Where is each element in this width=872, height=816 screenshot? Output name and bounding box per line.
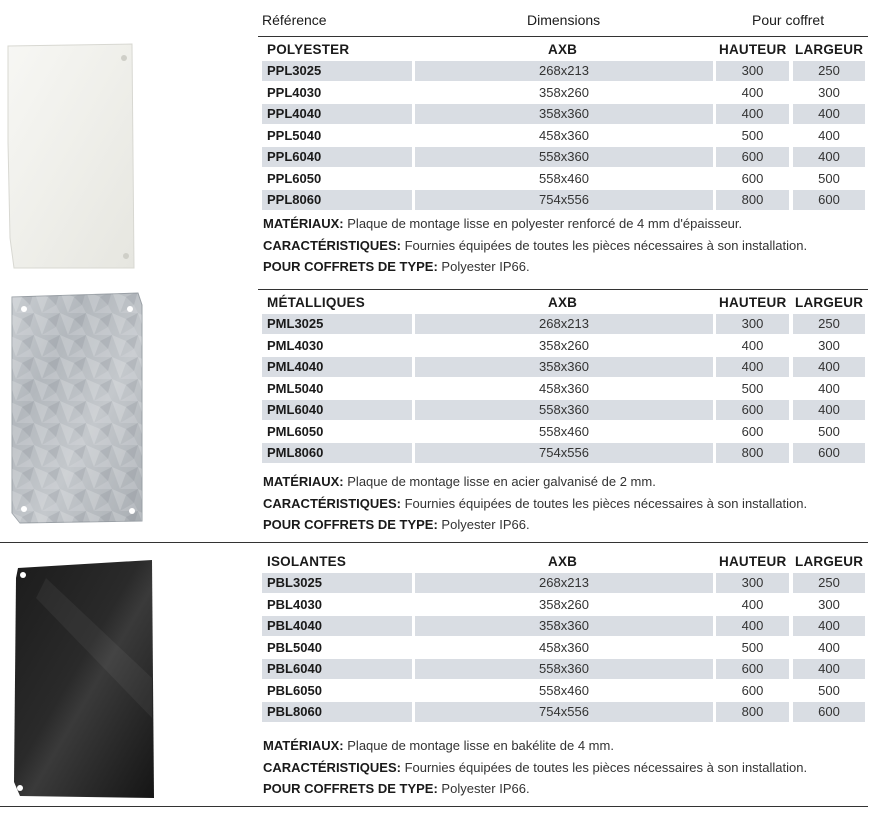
reference-cell: PML6040 <box>262 400 412 420</box>
hauteur-cell: 600 <box>741 170 764 186</box>
type-value: Polyester IP66. <box>441 517 530 532</box>
largeur-cell: 250 <box>793 314 865 334</box>
hauteur-cell: 800 <box>716 702 789 722</box>
hauteur-cell: 400 <box>716 104 789 124</box>
section-isolantes <box>0 542 872 804</box>
table-row <box>258 658 868 680</box>
dimension-cell: 458x360 <box>539 639 589 655</box>
table-row <box>258 313 868 335</box>
hauteur-cell: 400 <box>741 596 764 612</box>
table-row <box>258 356 868 378</box>
header-pour-coffret: Pour coffret <box>752 12 825 28</box>
metal-plate-image <box>8 291 148 532</box>
type-value: Polyester IP66. <box>441 259 530 274</box>
section-metalliques <box>0 289 872 537</box>
type-label: POUR COFFRETS DE TYPE: <box>263 259 438 274</box>
type-value: Polyester IP66. <box>441 781 530 796</box>
axb-label: AXB <box>548 42 578 57</box>
dimension-cell: 754x556 <box>415 190 713 210</box>
section-polyester <box>0 36 872 276</box>
header-dimensions: Dimensions <box>527 12 601 28</box>
hauteur-cell: 800 <box>716 190 789 210</box>
hauteur-cell: 400 <box>741 337 764 353</box>
reference-cell: PML8060 <box>262 443 412 463</box>
section-divider <box>258 36 868 37</box>
materiaux-note <box>263 213 872 235</box>
hauteur-cell: 600 <box>716 659 789 679</box>
type-label: POUR COFFRETS DE TYPE: <box>263 781 438 796</box>
reference-cell: PML4030 <box>267 337 324 353</box>
type-label: POUR COFFRETS DE TYPE: <box>263 517 438 532</box>
largeur-cell: 400 <box>793 147 865 167</box>
reference-cell: PML5040 <box>267 380 324 396</box>
dimension-cell: 268x213 <box>415 573 713 593</box>
dimension-cell: 358x260 <box>539 337 589 353</box>
dimension-cell: 754x556 <box>415 443 713 463</box>
largeur-cell: 500 <box>818 682 840 698</box>
largeur-cell: 400 <box>818 380 840 396</box>
table-row <box>258 125 868 147</box>
largeur-cell: 400 <box>818 639 840 655</box>
section-title: ISOLANTES <box>267 554 347 569</box>
table-row <box>258 335 868 357</box>
table-row <box>258 60 868 82</box>
reference-cell: PPL8060 <box>262 190 412 210</box>
materiaux-note <box>263 471 872 493</box>
dimension-cell: 458x360 <box>539 380 589 396</box>
insulating-plate-image <box>6 558 158 807</box>
section-head-row <box>258 550 868 572</box>
dimension-cell: 558x360 <box>415 400 713 420</box>
largeur-cell: 500 <box>818 423 840 439</box>
dimension-cell: 358x260 <box>539 596 589 612</box>
hauteur-cell: 600 <box>741 423 764 439</box>
hauteur-label: HAUTEUR <box>719 554 787 569</box>
largeur-cell: 400 <box>793 104 865 124</box>
reference-cell: PBL6050 <box>267 682 322 698</box>
caracteristiques-note <box>263 493 872 515</box>
table-row <box>258 378 868 400</box>
dimension-cell: 358x360 <box>415 357 713 377</box>
largeur-cell: 300 <box>818 596 840 612</box>
materiaux-value: Plaque de montage lisse en bakélite de 4 mm. <box>347 738 614 753</box>
materiaux-note <box>263 735 872 757</box>
hauteur-label: HAUTEUR <box>719 42 787 57</box>
largeur-cell: 400 <box>793 357 865 377</box>
section-title: MÉTALLIQUES <box>267 295 365 310</box>
caracteristiques-label: CARACTÉRISTIQUES: <box>263 495 401 511</box>
type-note <box>263 256 872 278</box>
polyester-plate-image <box>4 42 136 275</box>
reference-cell: PML3025 <box>262 314 412 334</box>
reference-cell: PBL5040 <box>267 639 322 655</box>
hauteur-cell: 600 <box>741 682 764 698</box>
largeur-cell: 300 <box>818 337 840 353</box>
axb-label: AXB <box>548 295 578 310</box>
table-row <box>258 82 868 104</box>
caracteristiques-value: Fournies équipées de toutes les pièces nécessaires à son installation. <box>404 759 808 775</box>
largeur-cell: 250 <box>793 573 865 593</box>
dimension-cell: 558x460 <box>539 682 589 698</box>
caracteristiques-label: CARACTÉRISTIQUES: <box>263 759 401 775</box>
dimension-cell: 358x360 <box>415 104 713 124</box>
dimension-cell: 268x213 <box>415 314 713 334</box>
hauteur-cell: 300 <box>716 573 789 593</box>
dimension-cell: 558x460 <box>539 170 589 186</box>
dimension-cell: 558x460 <box>539 423 589 439</box>
product-table <box>258 313 868 464</box>
largeur-label: LARGEUR <box>795 42 864 57</box>
section-divider <box>0 542 868 543</box>
type-note <box>263 514 872 536</box>
reference-cell: PPL6050 <box>267 170 322 186</box>
hauteur-cell: 400 <box>716 616 789 636</box>
section-notes <box>263 735 872 800</box>
largeur-cell: 300 <box>818 84 840 100</box>
table-row <box>258 399 868 421</box>
table-row <box>258 189 868 211</box>
table-row <box>258 168 868 190</box>
dimension-cell: 558x360 <box>415 659 713 679</box>
largeur-cell: 600 <box>793 190 865 210</box>
hauteur-cell: 500 <box>741 380 764 396</box>
section-notes <box>263 213 872 278</box>
largeur-cell: 400 <box>793 659 865 679</box>
materiaux-label: MATÉRIAUX: <box>263 738 344 753</box>
table-header <box>0 0 872 36</box>
table-row <box>258 680 868 702</box>
type-note <box>263 778 872 800</box>
reference-cell: PBL4030 <box>267 596 322 612</box>
hauteur-cell: 800 <box>716 443 789 463</box>
reference-cell: PBL8060 <box>262 702 412 722</box>
largeur-cell: 400 <box>793 400 865 420</box>
largeur-cell: 600 <box>793 702 865 722</box>
largeur-cell: 500 <box>818 170 840 186</box>
section-divider <box>258 289 868 290</box>
table-row <box>258 637 868 659</box>
header-reference: Référence <box>262 12 327 28</box>
largeur-cell: 250 <box>793 61 865 81</box>
hauteur-cell: 500 <box>741 639 764 655</box>
table-row <box>258 103 868 125</box>
dimension-cell: 358x360 <box>415 616 713 636</box>
materiaux-value: Plaque de montage lisse en polyester renforcé de 4 mm d'épaisseur. <box>347 216 743 231</box>
materiaux-label: MATÉRIAUX: <box>263 474 344 489</box>
reference-cell: PBL4040 <box>262 616 412 636</box>
hauteur-cell: 600 <box>716 147 789 167</box>
caracteristiques-label: CARACTÉRISTIQUES: <box>263 237 401 253</box>
reference-cell: PPL4040 <box>262 104 412 124</box>
caracteristiques-value: Fournies équipées de toutes les pièces nécessaires à son installation. <box>404 495 808 511</box>
dimension-cell: 268x213 <box>415 61 713 81</box>
caracteristiques-value: Fournies équipées de toutes les pièces nécessaires à son installation. <box>404 237 808 253</box>
hauteur-label: HAUTEUR <box>719 295 787 310</box>
largeur-label: LARGEUR <box>795 554 864 569</box>
table-row <box>258 594 868 616</box>
hauteur-cell: 300 <box>716 61 789 81</box>
table-row <box>258 701 868 723</box>
dimension-cell: 558x360 <box>415 147 713 167</box>
hauteur-cell: 400 <box>716 357 789 377</box>
reference-cell: PPL4030 <box>267 84 322 100</box>
section-head-row <box>258 38 868 60</box>
largeur-label: LARGEUR <box>795 295 864 310</box>
table-row <box>258 421 868 443</box>
table-row <box>258 146 868 168</box>
reference-cell: PPL3025 <box>262 61 412 81</box>
reference-cell: PML6050 <box>267 423 324 439</box>
caracteristiques-note <box>263 235 872 257</box>
reference-cell: PPL5040 <box>267 127 322 143</box>
hauteur-cell: 500 <box>741 127 764 143</box>
section-notes <box>263 471 872 536</box>
table-row <box>258 442 868 464</box>
caracteristiques-note <box>263 757 872 779</box>
section-title: POLYESTER <box>267 42 350 57</box>
reference-cell: PML4040 <box>262 357 412 377</box>
dimension-cell: 358x260 <box>539 84 589 100</box>
largeur-cell: 400 <box>818 127 840 143</box>
reference-cell: PBL6040 <box>262 659 412 679</box>
axb-label: AXB <box>548 554 578 569</box>
dimension-cell: 754x556 <box>415 702 713 722</box>
materiaux-label: MATÉRIAUX: <box>263 216 344 231</box>
materiaux-value: Plaque de montage lisse en acier galvanisé de 2 mm. <box>347 474 656 489</box>
largeur-cell: 600 <box>793 443 865 463</box>
section-head-row <box>258 291 868 313</box>
product-table <box>258 60 868 211</box>
hauteur-cell: 600 <box>716 400 789 420</box>
table-row <box>258 572 868 594</box>
reference-cell: PBL3025 <box>262 573 412 593</box>
table-row <box>258 615 868 637</box>
dimension-cell: 458x360 <box>539 127 589 143</box>
largeur-cell: 400 <box>793 616 865 636</box>
bottom-divider <box>0 806 868 807</box>
hauteur-cell: 300 <box>716 314 789 334</box>
product-table <box>258 572 868 723</box>
hauteur-cell: 400 <box>741 84 764 100</box>
reference-cell: PPL6040 <box>262 147 412 167</box>
